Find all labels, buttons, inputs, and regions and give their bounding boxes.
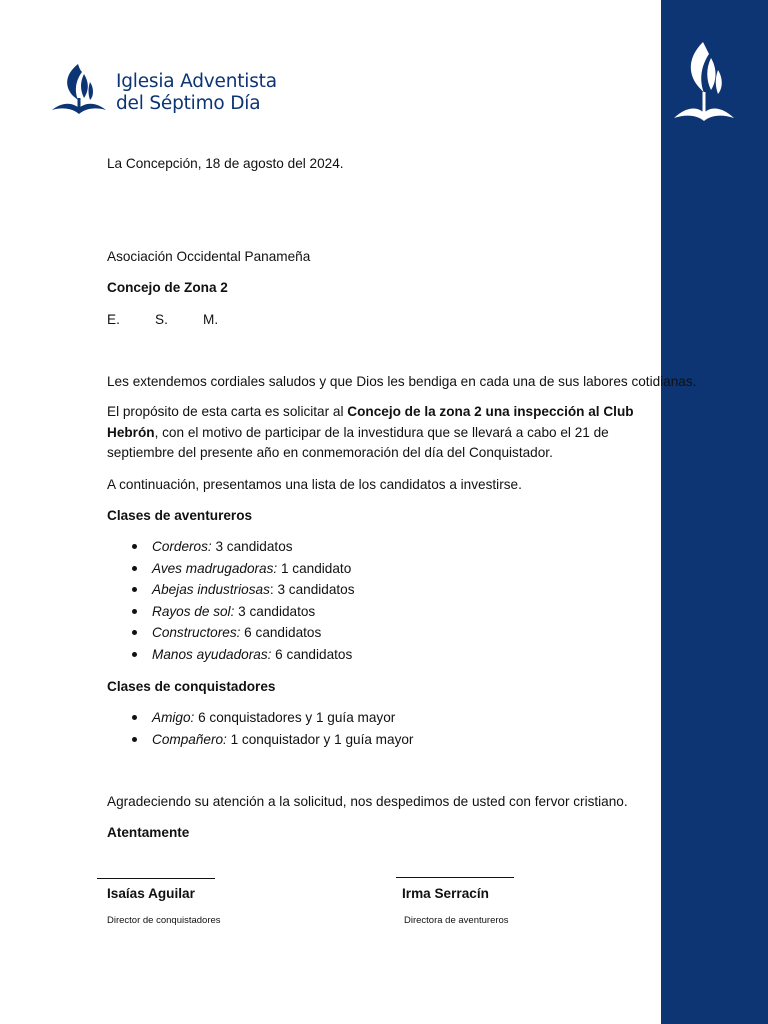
list-item: Compañero: 1 conquistador y 1 guía mayor [107, 729, 413, 751]
list-item: Constructores: 6 candidatos [107, 622, 355, 644]
pathfinders-list [107, 707, 413, 750]
adventurers-heading: Clases de aventureros [107, 508, 253, 523]
adventist-flame-bible-icon [673, 40, 735, 122]
list-item: Amigo: 6 conquistadores y 1 guía mayor [107, 707, 413, 729]
signoff: Atentamente [107, 825, 190, 840]
signature-line-left [97, 878, 215, 879]
church-name-line1: Iglesia Adventista [116, 71, 277, 92]
recipient-org: Asociación Occidental Panameña [107, 249, 311, 264]
adventurers-list [107, 536, 355, 666]
esm-s: S. [155, 312, 168, 327]
church-name-line2: del Séptimo Día [116, 93, 261, 114]
esm-m: M. [203, 312, 219, 327]
list-item: Corderos: 3 candidatos [107, 536, 355, 558]
signature-title-left: Director de conquistadores [107, 915, 221, 926]
greeting-paragraph: Les extendemos cordiales saludos y que Dios les bendiga en cada una de sus labores cotidianas. [107, 374, 697, 389]
purpose-text-start: El propósito de esta carta es solicitar al [107, 404, 348, 419]
signature-title-right: Directora de aventureros [404, 915, 509, 926]
closing-paragraph: Agradeciendo su atención a la solicitud, nos despedimos de usted con fervor cristiano. [107, 794, 628, 809]
pathfinders-heading: Clases de conquistadores [107, 679, 276, 694]
signature-name-right: Irma Serracín [402, 886, 489, 901]
signature-line-right [396, 877, 514, 878]
signature-name-left: Isaías Aguilar [107, 886, 195, 901]
blue-sidebar [661, 0, 768, 1024]
esm-line [107, 310, 251, 331]
letter-date: La Concepción, 18 de agosto del 2024. [107, 156, 344, 171]
list-item: Manos ayudadoras: 6 candidatos [107, 644, 355, 666]
church-name [116, 71, 277, 115]
purpose-text-bold: Concejo de la zona 2 una inspección al Club Hebrón [107, 404, 634, 440]
purpose-text-end: , con el motivo de participar de la investidura que se llevará a cabo el 21 de septiembre del presente año en conmemoración del día del Conquistador. [107, 424, 609, 460]
church-logo [50, 62, 290, 118]
purpose-paragraph [107, 402, 647, 464]
esm-e: E. [107, 312, 120, 327]
adventist-flame-bible-icon [50, 62, 108, 116]
list-item: Rayos de sol: 3 candidatos [107, 601, 355, 623]
list-intro: A continuación, presentamos una lista de los candidatos a investirse. [107, 477, 522, 492]
list-item: Aves madrugadoras: 1 candidato [107, 558, 355, 580]
recipient-council: Concejo de Zona 2 [107, 280, 228, 295]
list-item: Abejas industriosas: 3 candidatos [107, 579, 355, 601]
